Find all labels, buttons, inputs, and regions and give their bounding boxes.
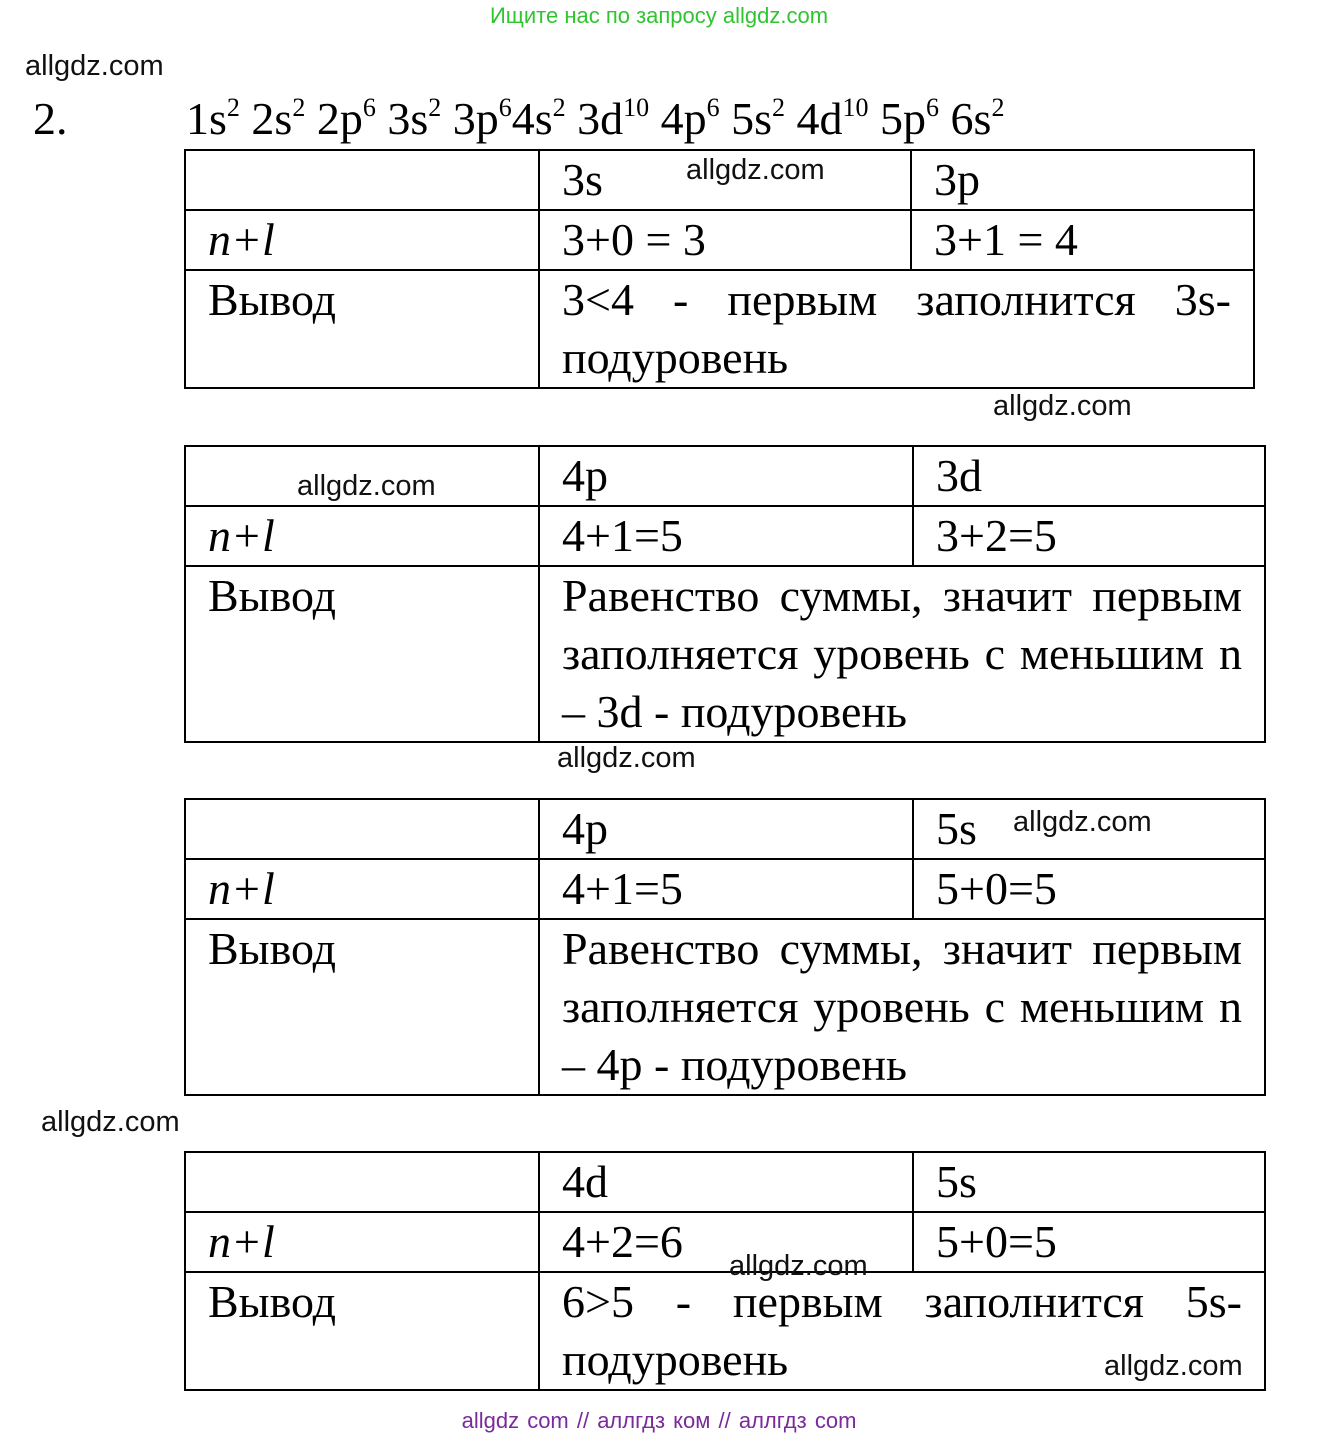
watermark: allgdz.com	[729, 1250, 868, 1282]
comparison-table-4p-5s	[184, 798, 1266, 1096]
row-label-nl: n+l	[185, 859, 539, 919]
config-term: $6s^2$	[950, 93, 1005, 144]
sum-b: 3+1 = 4	[911, 210, 1254, 270]
config-term: $2s^2$	[251, 93, 306, 144]
sum-b: 3+2=5	[913, 506, 1265, 566]
config-term: $4p^6$	[660, 93, 720, 144]
sum-a: 4+1=5	[539, 859, 913, 919]
config-term: $5s^2$	[731, 93, 786, 144]
row-label-nl: n+l	[185, 506, 539, 566]
row-label-conclusion: Вывод	[185, 566, 539, 742]
config-term: $4s^2$	[511, 93, 566, 144]
sum-b: 5+0=5	[913, 1212, 1265, 1272]
watermark: allgdz.com	[41, 1106, 180, 1138]
config-term: $3d^{10}$	[577, 93, 650, 144]
watermark: allgdz.com	[25, 50, 164, 82]
watermark: allgdz.com	[1013, 806, 1152, 838]
sublevel-b: 5s	[913, 799, 1265, 859]
watermark: allgdz.com	[993, 390, 1132, 422]
config-term: $5p^6$	[880, 93, 940, 144]
task-number: 2.	[33, 93, 68, 144]
sum-a: 4+1=5	[539, 506, 913, 566]
header-empty-cell	[185, 150, 539, 210]
sublevel-a: 3s	[539, 150, 911, 210]
electron-configuration	[186, 92, 1004, 145]
sublevel-b: 3d	[913, 446, 1265, 506]
config-term: $3p^6$	[452, 93, 512, 144]
watermark: allgdz.com	[557, 742, 696, 774]
header-empty-cell	[185, 1152, 539, 1212]
sum-a: 4+2=6	[539, 1212, 913, 1272]
sublevel-a: 4p	[539, 446, 913, 506]
bottom-banner: allgdz com // аллгдз ком // аллгдз com	[461, 1408, 857, 1433]
sublevel-a: 4p	[539, 799, 913, 859]
conclusion-text: 6>5 - первым заполнится 5s-подуровень	[539, 1272, 1265, 1390]
sum-a: 3+0 = 3	[539, 210, 911, 270]
header-empty-cell	[185, 799, 539, 859]
config-term: $2p^6$	[316, 93, 376, 144]
watermark: allgdz.com	[1104, 1350, 1243, 1382]
watermark: allgdz.com	[686, 154, 825, 186]
config-term: $1s^2$	[186, 93, 240, 144]
row-label-conclusion: Вывод	[185, 919, 539, 1095]
config-term: $4d^{10}$	[796, 93, 869, 144]
config-term: $3s^2$	[387, 93, 442, 144]
sum-b: 5+0=5	[913, 859, 1265, 919]
conclusion-text: 3<4 - первым заполнится 3s-подуровень	[539, 270, 1254, 388]
watermark: allgdz.com	[297, 470, 436, 502]
sublevel-b: 5s	[913, 1152, 1265, 1212]
conclusion-text: Равенство суммы, значит первым заполняется уровень с меньшим n – 3d - подуровень	[539, 566, 1265, 742]
conclusion-text: Равенство суммы, значит первым заполняется уровень с меньшим n – 4p - подуровень	[539, 919, 1265, 1095]
sublevel-b: 3p	[911, 150, 1254, 210]
sublevel-a: 4d	[539, 1152, 913, 1212]
row-label-nl: n+l	[185, 1212, 539, 1272]
row-label-conclusion: Вывод	[185, 1272, 539, 1390]
row-label-nl: n+l	[185, 210, 539, 270]
top-banner: Ищите нас по запросу allgdz.com	[489, 3, 829, 28]
row-label-conclusion: Вывод	[185, 270, 539, 388]
